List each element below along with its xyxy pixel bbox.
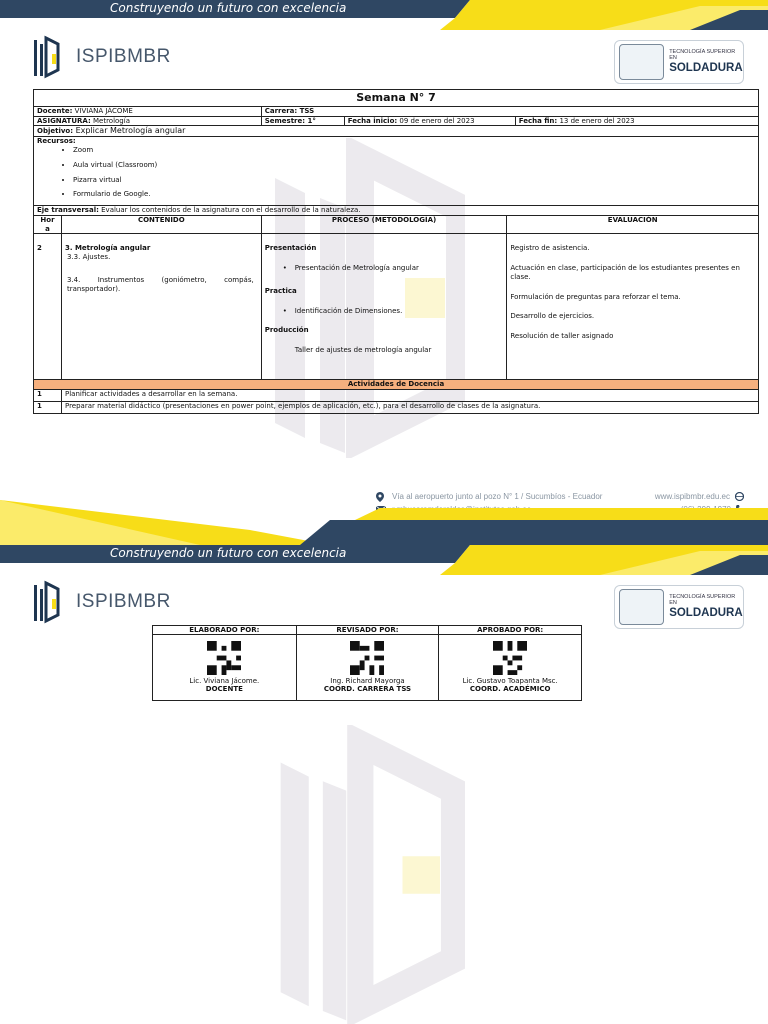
brand-small-text: TECNOLOGÍA SUPERIOR EN bbox=[669, 594, 736, 606]
aprobado-role: COORD. ACADÉMICO bbox=[469, 685, 551, 693]
fecha-fin-value: 13 de enero del 2023 bbox=[559, 116, 635, 125]
contenido-item: transportador). bbox=[66, 284, 121, 293]
ispibmbr-logo-icon bbox=[32, 34, 72, 80]
actividad-hora: 1 bbox=[34, 390, 62, 402]
recursos-label: Recursos: bbox=[37, 137, 76, 146]
elaborado-role: DOCENTE bbox=[205, 685, 243, 693]
practica-item: • Identificación de Dimensiones. bbox=[277, 307, 504, 316]
banner-slogan: Construyendo un futuro con excelencia bbox=[110, 1, 347, 15]
welding-icon bbox=[619, 44, 664, 80]
contenido-cell bbox=[61, 234, 261, 380]
fecha-inicio-label: Fecha inicio: bbox=[347, 116, 398, 125]
list-item: • Zoom bbox=[73, 146, 755, 155]
docente-value: VIVIANA JÁCOME bbox=[74, 106, 133, 115]
semestre-label: Semestre: 1° bbox=[262, 117, 345, 126]
aprobado-name: Lic. Gustavo Toapanta Msc. bbox=[462, 677, 558, 685]
qr-code-icon bbox=[493, 641, 527, 675]
recursos-list bbox=[37, 146, 755, 199]
page-2 bbox=[0, 545, 768, 1024]
signature-table bbox=[152, 625, 582, 701]
actividad-texto: Planificar actividades a desarrollar en la semana. bbox=[61, 390, 758, 402]
list-item: • Formulario de Google. bbox=[73, 190, 755, 199]
revisado-signature bbox=[296, 635, 439, 701]
hora-value: 2 bbox=[34, 234, 62, 380]
evaluacion-item: Resolución de taller asignado bbox=[510, 332, 614, 340]
brand-big-text: SOLDADURA bbox=[669, 606, 743, 619]
revisado-role: COORD. CARRERA TSS bbox=[323, 685, 412, 693]
docente-label: Docente: bbox=[37, 106, 73, 115]
qr-code-icon bbox=[350, 641, 384, 675]
col-contenido-header: CONTENIDO bbox=[61, 215, 261, 234]
col-evaluacion-header: EVALUACIÓN bbox=[507, 215, 759, 234]
logo-text: ISPIBMBR bbox=[76, 46, 171, 67]
presentacion-item: • Presentación de Metrología angular bbox=[277, 264, 504, 273]
elaborado-label: ELABORADO POR: bbox=[153, 626, 297, 635]
table-row bbox=[34, 390, 759, 402]
list-item: • Aula virtual (Classroom) bbox=[73, 161, 755, 170]
presentacion-heading: Presentación bbox=[264, 244, 317, 253]
evaluacion-cell bbox=[507, 234, 759, 380]
website-link[interactable]: www.ispibmbr.edu.ec bbox=[654, 492, 730, 501]
practica-heading: Practica bbox=[264, 286, 297, 295]
actividad-hora: 1 bbox=[34, 402, 62, 414]
produccion-item: Taller de ajustes de metrología angular bbox=[294, 346, 432, 354]
fecha-inicio-value: 09 de enero del 2023 bbox=[399, 116, 475, 125]
eje-value: Evaluar los contenidos de la asignatura con el desarrollo de la naturaleza. bbox=[101, 206, 361, 214]
evaluacion-item: Formulación de preguntas para reforzar el tema. bbox=[510, 292, 681, 301]
table-row bbox=[34, 402, 759, 414]
elaborado-signature bbox=[153, 635, 297, 701]
revisado-label: REVISADO POR: bbox=[296, 626, 439, 635]
revisado-name: Ing. Richard Mayorga bbox=[330, 677, 405, 685]
watermark-logo-icon bbox=[265, 725, 465, 1024]
welding-icon bbox=[619, 589, 664, 625]
qr-code-icon bbox=[207, 641, 241, 675]
evaluacion-item: Desarrollo de ejercicios. bbox=[510, 312, 595, 321]
aprobado-label: APROBADO POR: bbox=[439, 626, 582, 635]
institute-logo bbox=[32, 34, 171, 80]
produccion-heading: Producción bbox=[264, 326, 309, 335]
carrera-label: Carrera: TSS bbox=[261, 106, 758, 116]
week-title: Semana N° 7 bbox=[34, 90, 759, 107]
weekly-plan-table bbox=[33, 89, 759, 414]
fecha-fin-label: Fecha fin: bbox=[518, 116, 558, 125]
proceso-cell bbox=[261, 234, 507, 380]
ispibmbr-logo-icon bbox=[32, 579, 72, 625]
career-brand bbox=[614, 40, 744, 84]
brand-big-text: SOLDADURA bbox=[669, 61, 743, 74]
logo-text: ISPIBMBR bbox=[76, 591, 171, 612]
aprobado-signature bbox=[439, 635, 582, 701]
evaluacion-item: Actuación en clase, participación de los estudiantes presentes en clase. bbox=[510, 264, 740, 281]
contenido-item: 3.4. Instrumentos (goniómetro, compás, bbox=[66, 275, 254, 284]
career-brand bbox=[614, 585, 744, 629]
brand-small-text: TECNOLOGÍA SUPERIOR EN bbox=[669, 49, 736, 61]
actividades-header: Actividades de Docencia bbox=[34, 380, 759, 390]
evaluacion-item: Registro de asistencia. bbox=[510, 244, 590, 253]
address-text: Vía al aeropuerto junto al pozo N° 1 / Sucumbíos - Ecuador bbox=[392, 492, 603, 501]
objetivo-value: Explicar Metrología angular bbox=[75, 126, 186, 136]
institute-logo bbox=[32, 579, 171, 625]
banner-slogan: Construyendo un futuro con excelencia bbox=[110, 546, 347, 560]
eje-label: Eje transversal: bbox=[37, 206, 99, 214]
actividad-texto: Preparar material didáctico (presentaciones en power point, ejemplos de aplicación, etc.), para el desarrollo de clases de la asignatura. bbox=[61, 402, 758, 414]
asignatura-value: Metrología bbox=[92, 116, 130, 125]
asignatura-label: ASIGNATURA: bbox=[37, 116, 91, 125]
col-hora-header: Hor a bbox=[34, 215, 62, 234]
footer-banner bbox=[0, 500, 768, 545]
col-proceso-header: PROCESO (METODOLOGÍA) bbox=[261, 215, 507, 234]
contenido-item: 3.3. Ajustes. bbox=[66, 253, 111, 261]
contenido-title: 3. Metrología angular bbox=[64, 244, 151, 253]
list-item: • Pizarra virtual bbox=[73, 176, 755, 185]
elaborado-name: Lic. Viviana Jácome. bbox=[189, 677, 260, 685]
objetivo-label: Objetivo: bbox=[37, 127, 74, 136]
